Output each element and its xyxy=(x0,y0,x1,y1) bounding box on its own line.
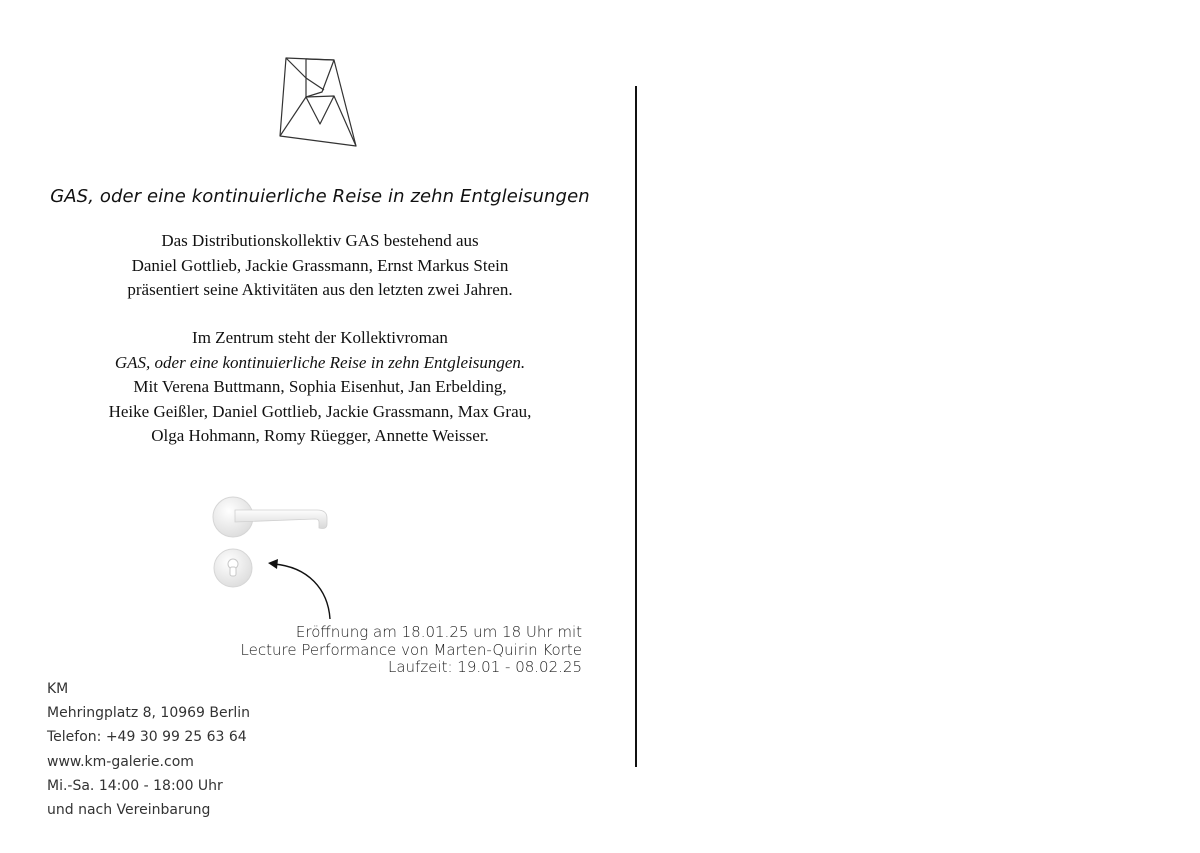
intro-line: Das Distributionskollektiv GAS bestehend aus xyxy=(161,231,479,250)
phone-number: Telefon: +49 30 99 25 63 64 xyxy=(47,729,247,746)
performance-line: Lecture Performance von Marten-Quirin Korte xyxy=(240,640,582,659)
duration-line: Laufzeit: 19.01 - 08.02.25 xyxy=(388,658,582,676)
novel-paragraph xyxy=(0,326,640,449)
opening-line: Eröffnung am 18.01.25 um 18 Uhr mit xyxy=(295,623,582,641)
intro-paragraph xyxy=(0,229,640,303)
curved-arrow-icon xyxy=(262,553,342,623)
gallery-name: KM xyxy=(47,681,69,697)
opening-info xyxy=(241,624,582,677)
website-link[interactable]: www.km-galerie.com xyxy=(47,753,194,770)
km-logo-icon xyxy=(276,52,360,148)
body-line: Heike Geißler, Daniel Gottlieb, Jackie Grassmann, Max Grau, xyxy=(108,401,532,421)
body-line: Mit Verena Buttmann, Sophia Eisenhut, Jan Erbelding, xyxy=(133,377,507,397)
street-address: Mehringplatz 8, 10969 Berlin xyxy=(47,705,251,722)
gallery-address xyxy=(47,677,250,822)
intro-line: Daniel Gottlieb, Jackie Grassmann, Ernst Markus Stein xyxy=(131,255,509,275)
appointment-note: und nach Vereinbarung xyxy=(47,802,211,819)
body-line: Im Zentrum steht der Kollektivroman xyxy=(192,328,448,347)
body-line: Olga Hohmann, Romy Rüegger, Annette Weisser. xyxy=(151,426,489,446)
postcard-divider xyxy=(635,86,637,767)
opening-hours: Mi.-Sa. 14:00 - 18:00 Uhr xyxy=(47,777,223,794)
novel-title: GAS, oder eine kontinuierliche Reise in zehn Entgleisungen. xyxy=(114,352,526,372)
intro-line: präsentiert seine Aktivitäten aus den letzten zwei Jahren. xyxy=(127,280,513,300)
exhibition-title: GAS, oder eine kontinuierliche Reise in zehn Entgleisungen xyxy=(50,186,590,207)
